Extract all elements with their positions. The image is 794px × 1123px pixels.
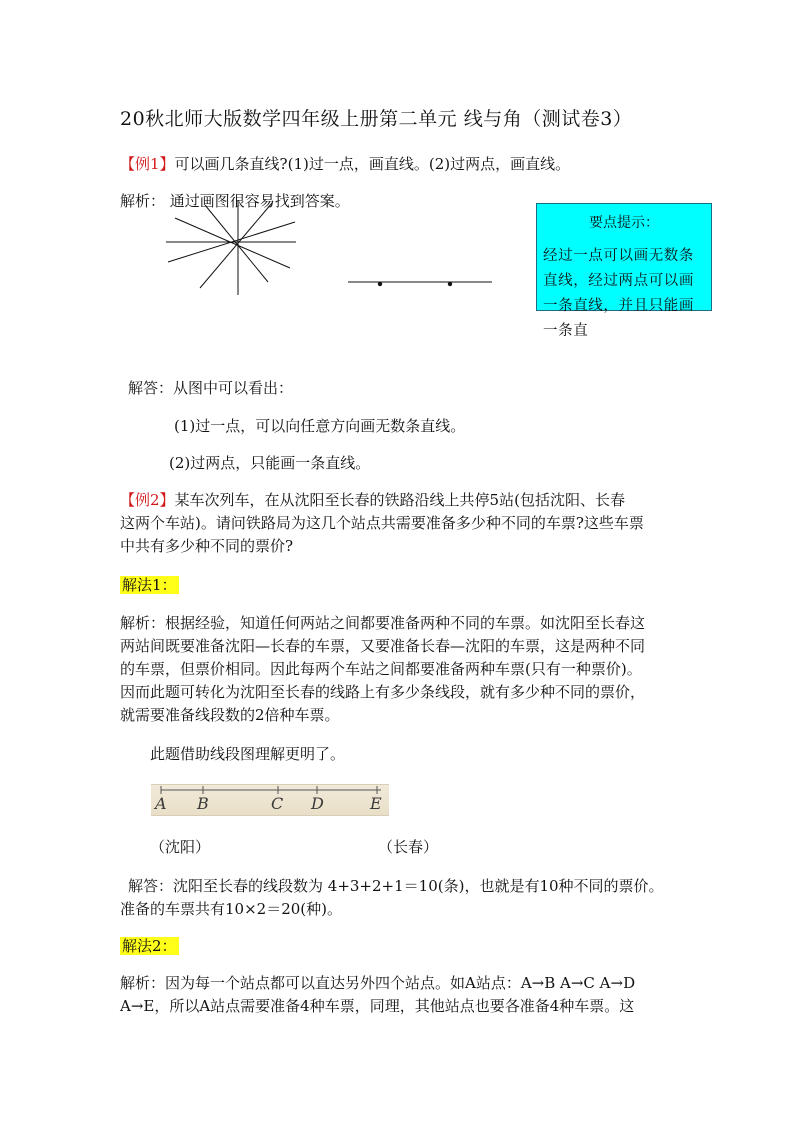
method-2-label: [120, 935, 179, 958]
method-1-line-4: 因而此题可转化为沈阳至长春的线路上有多少条线段，就有多少种不同的票价，: [120, 683, 646, 701]
example-2-text: 某车次列车，在从沈阳至长春的铁路沿线上共停5站(包括沈阳、长春: [174, 491, 625, 509]
example-1-tag: 【例1】: [120, 155, 175, 173]
example-1-text: 可以画几条直线?(1)过一点，画直线。(2)过两点，画直线。: [174, 155, 571, 173]
analysis-1: 解析： 通过画图很容易找到答案。: [120, 192, 350, 210]
method-1-line-2: 两站间既要准备沈阳—长春的车票，又要准备长春—沈阳的车票，这是两种不同: [120, 637, 646, 655]
method-1-line-3: 的车票，但票价相同。因此每两个车站之间都要准备两种车票(只有一种票价)。: [120, 660, 642, 678]
point-label-c: C: [271, 794, 284, 813]
method-1-line-1: 解析：根据经验，知道任何两站之间都要准备两种不同的车票。如沈阳至长春这: [120, 614, 646, 632]
figure-note: 此题借助线段图理解更明了。: [150, 745, 346, 763]
label-changchun: （长春）: [378, 838, 439, 856]
answer-1-line-1: (1)过一点，可以向任意方向画无数条直线。: [174, 417, 466, 435]
method-1-answer-line-1: 解答：沈阳至长春的线段数为 4+3+2+1＝10(条)，也就是有10种不同的票价。: [128, 877, 664, 895]
point-label-b: B: [197, 794, 209, 813]
example-2-line-1: [120, 489, 625, 512]
point-label-a: A: [155, 794, 167, 813]
page-title: 20秋北师大版数学四年级上册第二单元 线与角（测试卷3）: [120, 108, 633, 130]
method-2-line-2: A→E，所以A站点需要准备4种车票，同理，其他站点也要各准备4种车票。这: [120, 997, 635, 1015]
answer-1-lead: 解答：从图中可以看出：: [128, 379, 294, 397]
point-label-d: D: [311, 794, 324, 813]
example-2-line-3: 中共有多少种不同的票价?: [120, 537, 294, 555]
method-2-line-1: 解析：因为每一个站点都可以直达另外四个站点。如A站点：A→B A→C A→D: [120, 974, 636, 992]
example-2-tag: 【例2】: [120, 491, 175, 509]
tip-heading: 要点提示：: [589, 215, 659, 231]
example-2-line-2: 这两个车站)。请问铁路局为这几个站点共需要准备多少种不同的车票?这些车票: [120, 514, 644, 532]
method-1-label-text: 解法1：: [122, 576, 177, 594]
key-point-tip-box: [536, 203, 712, 339]
lines-through-one-point-figure: [160, 200, 300, 295]
tip-body: 经过一点可以画无数条直线，经过两点可以画一条直线，并且只能画一条直: [543, 248, 694, 339]
method-1-label: [120, 574, 179, 597]
line-through-two-points-figure: [346, 276, 494, 290]
example-1-question: [120, 153, 570, 176]
answer-1-line-2: (2)过两点，只能画一条直线。: [169, 454, 371, 472]
point-label-e: E: [370, 794, 382, 813]
label-shenyang: （沈阳）: [150, 838, 211, 856]
segment-diagram: [151, 784, 389, 816]
method-1-answer-line-2: 准备的车票共有10×2＝20(种)。: [120, 900, 342, 918]
method-1-line-5: 就需要准备线段数的2倍种车票。: [120, 706, 340, 724]
method-2-label-text: 解法2：: [122, 937, 177, 955]
